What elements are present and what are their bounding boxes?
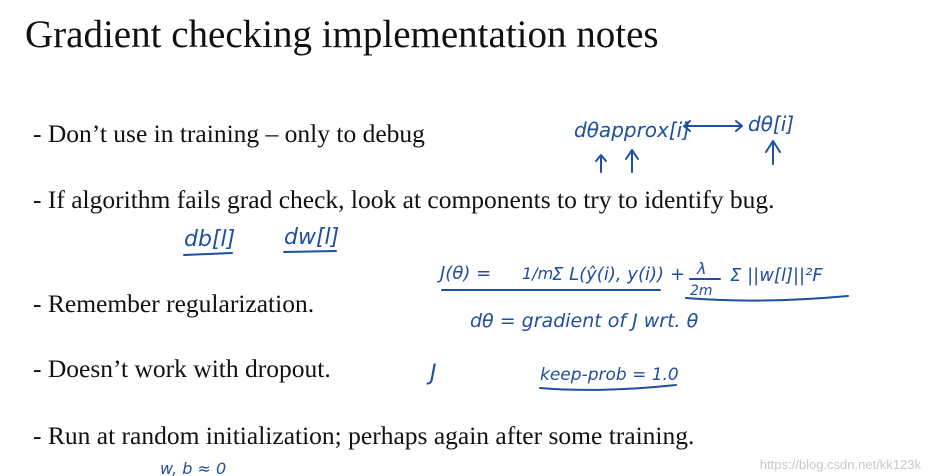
watermark: https://blog.csdn.net/kk123k: [759, 457, 921, 472]
bullet-grad-check-fails: - If algorithm fails grad check, look at components to try to identify bug.: [33, 185, 775, 214]
ink-w-b-note: w, b ≈ 0: [160, 459, 227, 476]
ink-cost-sum: Σ L(ŷ(i), y(i)): [552, 264, 665, 285]
bullet-dont-use-in-training: - Don’t use in training – only to debug: [33, 119, 425, 148]
ink-reg-2m: 2m: [690, 283, 713, 299]
ink-reg-lambda: λ: [697, 259, 707, 278]
ink-grad-note: dθ = gradient of J wrt. θ: [470, 310, 699, 332]
ink-db-underline: [184, 253, 232, 255]
bullet-remember-regularization: - Remember regularization.: [33, 289, 315, 318]
ink-j-note: J: [430, 361, 437, 386]
ink-up-arrow-3: [766, 141, 780, 164]
ink-up-arrow-1: [596, 155, 606, 172]
ink-cost-frac: 1/m: [522, 264, 554, 283]
ink-dtheta: dθ[i]: [748, 112, 795, 136]
ink-keep-prob-underline: [540, 385, 676, 390]
ink-double-arrow: [684, 121, 742, 131]
ink-dw-underline: [284, 251, 336, 252]
ink-cost-plus: +: [670, 264, 686, 285]
ink-dw: dw[l]: [284, 225, 340, 250]
ink-keep-prob: keep-prob = 1.0: [540, 365, 679, 385]
bullet-dropout: - Doesn’t work with dropout.: [33, 354, 331, 383]
bullet-random-initialization: - Run at random initialization; perhaps again after some training.: [33, 421, 695, 450]
ink-up-arrow-2: [626, 150, 638, 172]
ink-db: db[l]: [184, 227, 236, 252]
ink-cost-lhs: J(θ) =: [440, 263, 492, 284]
slide-title: Gradient checking implementation notes: [25, 13, 659, 56]
ink-dtheta-approx: dθapprox[i]: [574, 118, 691, 142]
ink-reg-term: Σ ||w[l]||²F: [730, 265, 823, 286]
